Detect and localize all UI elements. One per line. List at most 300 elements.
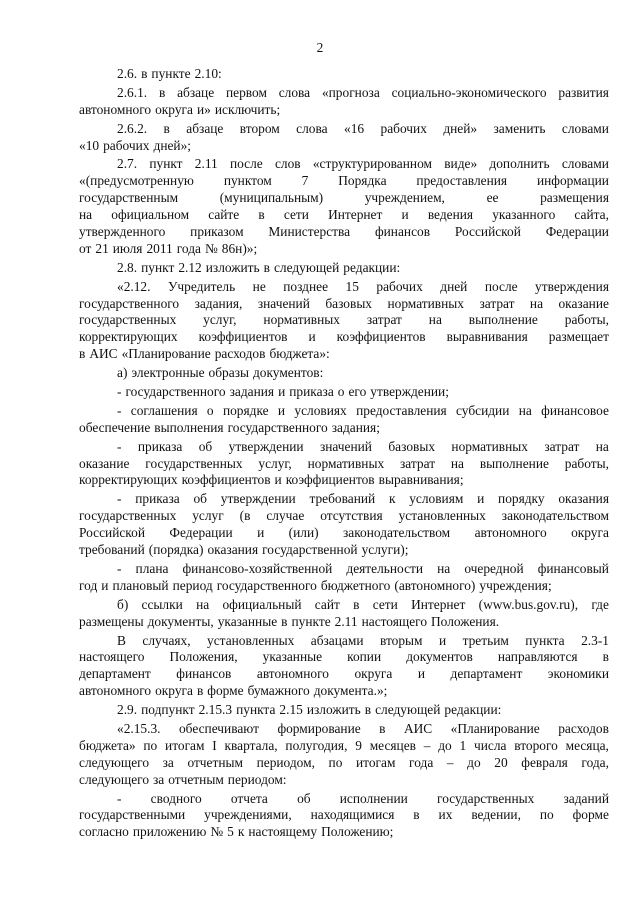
word: экономики: [547, 666, 609, 682]
word: в: [353, 596, 360, 612]
word: государственных: [145, 455, 243, 471]
word: приказа: [135, 491, 180, 507]
word: отчетным: [187, 754, 243, 770]
word: в: [364, 702, 372, 718]
word: государственного: [125, 384, 226, 400]
word: утвержденного: [79, 224, 166, 240]
text-line: [79, 346, 609, 363]
word: 2.11: [194, 156, 218, 172]
word: документов:: [252, 365, 324, 381]
text-line: [79, 456, 609, 473]
word: «10: [79, 137, 100, 153]
word: размещения: [540, 190, 609, 206]
word: -: [117, 560, 122, 576]
text-line: [79, 156, 609, 173]
word: случае: [266, 508, 305, 524]
word: затрат: [544, 438, 580, 454]
word: рабочих: [380, 120, 427, 136]
word: сети: [283, 207, 309, 223]
word: об: [193, 491, 207, 507]
word: изложить: [205, 259, 260, 275]
word: заменить: [493, 120, 546, 136]
word: образы: [208, 365, 249, 381]
word: и»: [196, 101, 211, 117]
word: Положения,: [169, 649, 238, 665]
word: пункт: [141, 259, 175, 275]
word: следующего: [79, 771, 150, 787]
word: следующей: [375, 702, 441, 718]
word: слова: [296, 120, 328, 136]
word: 2.15.3: [198, 702, 233, 718]
word: абзацами: [310, 632, 364, 648]
word: и: [401, 207, 409, 223]
paragraph: [79, 561, 609, 595]
word: в: [79, 346, 86, 362]
word: настоящего: [361, 613, 428, 629]
word: на: [450, 455, 465, 471]
word: 2.15: [279, 702, 303, 718]
word: итогам: [356, 754, 396, 770]
word: приказа: [289, 384, 334, 400]
word: государственной: [262, 542, 358, 558]
word: полугодия,: [285, 737, 348, 753]
word: позднее: [283, 278, 329, 294]
word: и: [308, 329, 316, 345]
paragraph: [79, 85, 609, 119]
word: отчетным: [168, 771, 224, 787]
text-line: [79, 121, 609, 138]
word: «(предусмотренную: [79, 173, 194, 189]
word: абзаце: [186, 120, 224, 136]
word: виде»: [444, 156, 478, 172]
word: документы,: [147, 613, 214, 629]
word: отчета: [230, 790, 268, 806]
word: официальном: [111, 207, 190, 223]
word: (или): [288, 525, 319, 541]
word: -: [117, 402, 122, 418]
word: о: [206, 402, 214, 418]
word: (в: [239, 508, 251, 524]
word: июля: [112, 240, 143, 256]
text-line: [79, 190, 609, 207]
word: к: [388, 491, 396, 507]
word: на: [595, 438, 609, 454]
word: ссылки: [141, 596, 183, 612]
paragraph: [79, 439, 609, 490]
word: на: [437, 560, 451, 576]
word: приказа: [137, 438, 183, 454]
word: (муниципальным): [219, 190, 324, 206]
word: (автономного): [394, 577, 476, 593]
word: работы,: [564, 312, 609, 328]
word: учреждения;: [479, 577, 552, 593]
word: сайта,: [574, 207, 609, 223]
word: на: [79, 207, 93, 223]
word: коэффициентов: [336, 329, 426, 345]
text-line: [79, 824, 609, 841]
word: плана: [135, 560, 169, 576]
word: государственного: [79, 295, 180, 311]
word: второго: [514, 737, 558, 753]
text-line: [79, 439, 609, 456]
word: затрат: [366, 312, 402, 328]
word: 2.6.: [117, 66, 138, 81]
word: в: [281, 613, 288, 629]
word: 2011: [146, 240, 173, 256]
word: дополнить: [489, 156, 550, 172]
word: пункт: [149, 156, 183, 172]
word: требований: [79, 542, 145, 558]
word: абзаце: [177, 84, 215, 100]
word: «прогноза: [321, 84, 380, 100]
word: выравнивания: [446, 329, 528, 345]
word: рабочих: [103, 137, 150, 153]
paragraph: [79, 66, 609, 83]
word: их: [438, 807, 453, 823]
word: указанного: [492, 207, 556, 223]
word: рабочих: [376, 278, 423, 294]
word: нормативных: [263, 312, 340, 328]
paragraph: [79, 403, 609, 437]
word: периодом:: [227, 771, 287, 787]
text-line: [79, 85, 609, 102]
word: финансов: [374, 224, 431, 240]
word: на: [518, 402, 532, 418]
word: третьим: [462, 632, 509, 648]
word: очередной: [464, 560, 524, 576]
text-line: [79, 138, 609, 155]
word: формирование: [277, 720, 361, 736]
word: департамент: [450, 666, 523, 682]
text-line: [79, 472, 609, 489]
word: Порядка: [338, 173, 387, 189]
text-line: [79, 260, 609, 277]
word: бюджета»:: [269, 346, 330, 362]
word: числа: [473, 737, 507, 753]
word: год: [79, 577, 98, 593]
text-line: [79, 666, 609, 683]
word: задания;: [331, 419, 380, 435]
word: исполнении: [339, 790, 408, 806]
word: периодом,: [256, 754, 315, 770]
word: 2.7.: [117, 156, 138, 172]
word: задания: [229, 384, 275, 400]
word: расходов: [558, 720, 609, 736]
word: расходов: [214, 346, 266, 362]
word: нормативных: [451, 438, 528, 454]
word: государственного: [227, 419, 328, 435]
word: предоставления: [416, 173, 508, 189]
word: находящимися: [310, 807, 395, 823]
word: финансовый: [537, 560, 609, 576]
paragraph: [79, 791, 609, 842]
word: №: [204, 240, 218, 256]
word: где: [591, 596, 609, 612]
word: словами: [561, 156, 609, 172]
word: Федерации: [169, 525, 233, 541]
word: коэффициентов: [198, 329, 288, 345]
text-line: [79, 525, 609, 542]
word: 7: [301, 173, 309, 189]
text-line: [79, 683, 609, 700]
paragraph: [79, 597, 609, 631]
word: указанные: [262, 649, 323, 665]
word: 2.3-1: [581, 632, 609, 648]
word: выполнение: [468, 312, 538, 328]
text-line: [79, 491, 609, 508]
word: ее: [486, 190, 499, 206]
word: нормативных: [387, 295, 464, 311]
word: первом: [225, 84, 267, 100]
word: услуг,: [258, 455, 292, 471]
word: социально-экономического: [391, 84, 547, 100]
word: 15: [345, 278, 359, 294]
word: корректирующих: [79, 472, 178, 488]
word: «2.15.3.: [117, 720, 161, 736]
text-line: [79, 296, 609, 313]
word: информации: [536, 173, 609, 189]
paragraph: [79, 121, 609, 155]
word: в: [196, 683, 204, 699]
word: подпункт: [141, 702, 195, 718]
word: дней: [440, 278, 468, 294]
word: и: [438, 632, 447, 648]
word: корректирующих: [79, 329, 178, 345]
paragraph: [79, 365, 609, 382]
text-line: [79, 508, 609, 525]
word: изложить: [306, 702, 361, 718]
word: года: [176, 240, 201, 256]
word: Российской: [79, 525, 145, 541]
word: финансово-хозяйственной: [182, 560, 333, 576]
word: в: [602, 649, 609, 665]
word: Учредитель: [167, 278, 236, 294]
word: ведении,: [471, 807, 521, 823]
word: до: [467, 754, 481, 770]
word: квартала,: [224, 737, 278, 753]
word: законодательством: [501, 508, 609, 524]
word: редакции:: [444, 702, 502, 718]
word: округа: [571, 525, 609, 541]
word: Российской: [454, 224, 521, 240]
word: автономного: [79, 101, 152, 117]
word: дней»: [443, 120, 478, 136]
text-line: [79, 633, 609, 650]
word: выполнение: [479, 455, 549, 471]
word: редакции:: [343, 259, 401, 275]
word: размещены: [79, 613, 144, 629]
word: Интернет: [411, 596, 466, 612]
word: следующей: [273, 259, 340, 275]
word: -: [117, 384, 122, 400]
word: 21: [95, 240, 109, 256]
word: затрат: [479, 295, 515, 311]
word: и: [277, 402, 286, 418]
word: предоставления: [356, 402, 447, 418]
word: автономного: [79, 683, 152, 699]
word: указанные: [217, 613, 278, 629]
word: словами: [561, 120, 609, 136]
word: бюджета»: [79, 737, 136, 753]
word: случаях,: [142, 632, 191, 648]
word: направляются: [497, 649, 578, 665]
word: на: [529, 295, 544, 311]
word: дней»;: [153, 137, 192, 153]
word: оказания: [207, 542, 259, 558]
word: округа: [354, 666, 393, 682]
word: 2.8.: [117, 259, 138, 275]
text-line: [79, 241, 609, 258]
word: за: [153, 771, 165, 787]
text-line: [79, 614, 609, 631]
word: на: [196, 596, 210, 612]
word: 2.10:: [194, 66, 222, 81]
word: задания,: [194, 295, 243, 311]
word: в: [163, 120, 170, 136]
word: учреждениями,: [204, 807, 292, 823]
word: оказания: [558, 491, 609, 507]
word: а): [117, 365, 128, 381]
paragraph: [79, 260, 609, 277]
word: на: [428, 312, 442, 328]
text-line: [79, 738, 609, 755]
word: электронные: [131, 365, 205, 381]
word: документов: [406, 649, 473, 665]
word: Интернет: [328, 207, 383, 223]
word: государственным: [79, 190, 179, 206]
word: 2.12: [178, 259, 202, 275]
word: работы,: [564, 455, 609, 471]
word: порядку: [498, 491, 545, 507]
text-line: [79, 66, 609, 83]
word: базовых: [388, 438, 436, 454]
word: субсидии: [456, 402, 510, 418]
text-line: [79, 403, 609, 420]
text-line: [79, 772, 609, 789]
word: следующего: [79, 754, 150, 770]
word: «Планирование: [121, 346, 211, 362]
word: до: [438, 737, 452, 753]
word: государственного: [216, 577, 317, 593]
paragraph: [79, 491, 609, 559]
word: деятельности: [346, 560, 424, 576]
word: «структурированном: [312, 156, 432, 172]
word: учреждением,: [364, 190, 445, 206]
word: -: [117, 790, 122, 806]
word: коэффициентов: [181, 472, 271, 488]
word: условиях: [294, 402, 347, 418]
word: оказание: [79, 455, 130, 471]
word: –: [446, 754, 454, 770]
word: бумажного: [247, 683, 310, 699]
word: приказом: [190, 224, 244, 240]
word: размещает: [548, 329, 609, 345]
word: в: [141, 66, 148, 81]
word: департамент: [79, 666, 151, 682]
word: его: [348, 384, 367, 400]
text-line: [79, 721, 609, 738]
word: 1: [459, 737, 467, 753]
word: I: [212, 737, 217, 753]
word: округа: [155, 683, 193, 699]
word: 2.9.: [117, 702, 138, 718]
word: услуги);: [361, 542, 409, 558]
paragraph: [79, 633, 609, 701]
word: государственными: [79, 807, 186, 823]
word: бюджетного: [320, 577, 391, 593]
word: нормативных: [307, 455, 385, 471]
paragraph: [79, 279, 609, 363]
word: настоящему: [248, 824, 318, 840]
word: об: [297, 790, 311, 806]
word: и: [278, 384, 286, 400]
text-line: [79, 173, 609, 190]
text-line: [79, 329, 609, 346]
text-line: [79, 279, 609, 296]
paragraph: [79, 702, 609, 719]
word: о: [337, 384, 345, 400]
word: 86н)»;: [221, 240, 258, 256]
word: значений: [257, 295, 310, 311]
word: по: [143, 737, 158, 753]
word: официальный: [222, 596, 302, 612]
word: слова: [278, 84, 311, 100]
paragraph: [79, 156, 609, 257]
word: исключить;: [214, 101, 281, 117]
word: законодательством: [342, 525, 451, 541]
word: форме: [572, 807, 609, 823]
word: настоящего: [79, 649, 145, 665]
word: «16: [344, 120, 365, 136]
word: –: [423, 737, 431, 753]
word: и: [257, 525, 265, 541]
word: финансов: [176, 666, 232, 682]
word: после: [484, 278, 518, 294]
word: В: [117, 632, 126, 648]
page-number: 2: [316, 40, 324, 55]
word: -: [117, 438, 122, 454]
word: АИС: [403, 720, 433, 736]
word: «2.12.: [117, 278, 151, 294]
word: втором: [239, 120, 280, 136]
text-line: [79, 365, 609, 382]
text-line: [79, 224, 609, 241]
word: и: [477, 491, 485, 507]
word: заданий: [563, 790, 609, 806]
text-line: [79, 807, 609, 824]
word: 2.11: [334, 613, 358, 629]
word: -: [117, 491, 122, 507]
word: года,: [581, 754, 609, 770]
word: утверждении;: [370, 384, 449, 400]
word: утверждения: [535, 278, 609, 294]
word: 20: [494, 754, 508, 770]
word: 5: [227, 824, 234, 840]
word: за: [162, 754, 174, 770]
word: коэффициентов: [285, 472, 375, 488]
word: порядке: [222, 402, 269, 418]
word: обеспечение: [79, 419, 151, 435]
word: установленных: [398, 508, 486, 524]
word: февраля: [521, 754, 568, 770]
word: Федерации: [545, 224, 609, 240]
word: (порядка): [148, 542, 204, 558]
word: утверждении: [220, 491, 296, 507]
word: базовых: [325, 295, 373, 311]
word: автономного: [474, 525, 547, 541]
text-line: [79, 207, 609, 224]
word: отсутствия: [320, 508, 383, 524]
